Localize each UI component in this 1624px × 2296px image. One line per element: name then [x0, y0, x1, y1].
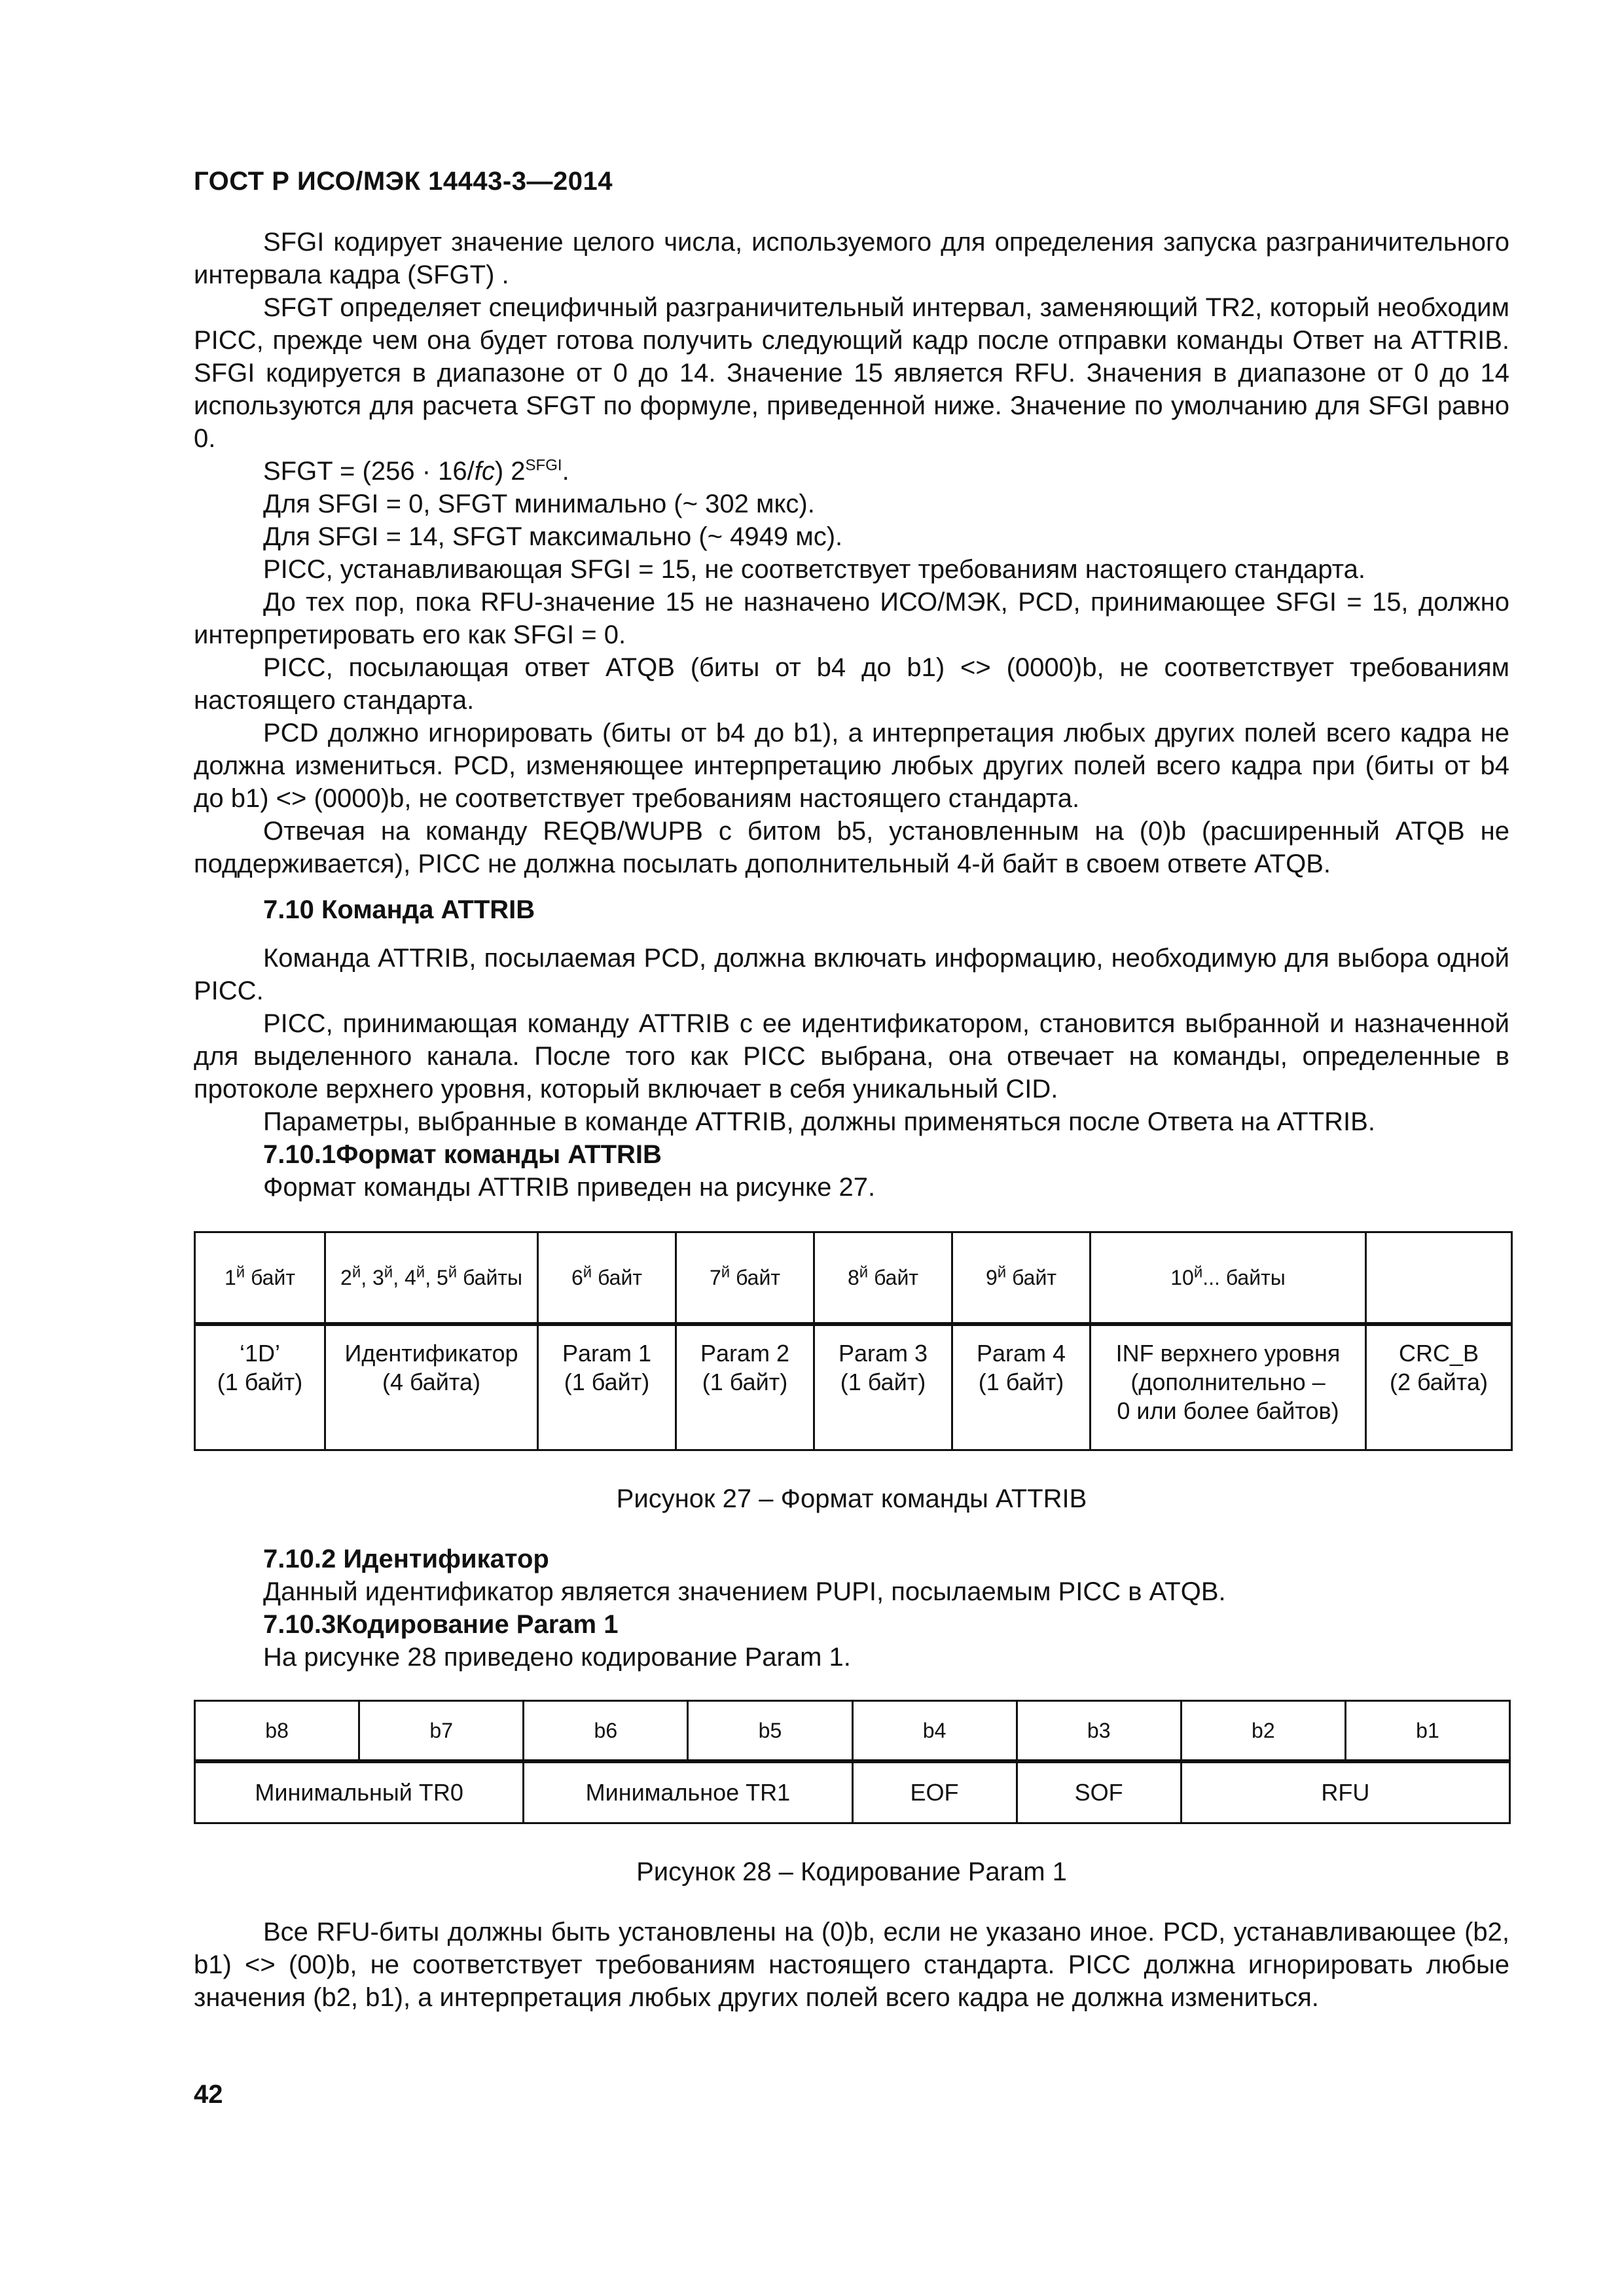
- section-heading-7-10-1: 7.10.1Формат команды ATTRIB: [263, 1140, 662, 1169]
- field-cell: Минимальное TR1: [524, 1761, 852, 1823]
- paragraph: PICC, принимающая команду ATTRIB с ее идентификатором, становится выбранной и назначенной для выделенного канала. После того как PICC выбрана, она отвечает на команды, определенные в протоколе верхнего уровня, который включает в себя уникальный CID.: [194, 1009, 1509, 1103]
- paragraph: Отвечая на команду REQB/WUPB с битом b5, установленным на (0)b (расширенный ATQB не поддерживается), PICC не должна посылать дополнительный 4-й байт в своем ответе ATQB.: [194, 817, 1509, 878]
- table-cell: $2^й$, $3^й$, $4^й$, $5^й$ байты: [325, 1232, 538, 1325]
- paragraph: Все RFU-биты должны быть установлены на (0)b, если не указано иное. PCD, устанавливающее (b2, b1) <> (00)b, не соответствует требованиям настоящего стандарта. PICC должна игнорировать любые значения (b2, b1), а интерпретация любых других полей всего кадра не должна измениться.: [194, 1918, 1509, 2012]
- figure-27-table: [194, 1231, 1513, 1451]
- paragraph: На рисунке 28 приведено кодирование Param 1.: [263, 1643, 851, 1672]
- table-cell: $8^й$ байт: [814, 1232, 952, 1325]
- section-heading-7-10-2: 7.10.2 Идентификатор: [263, 1545, 549, 1573]
- page-number: 42: [194, 2080, 223, 2109]
- field-cell: Минимальный TR0: [195, 1761, 524, 1823]
- paragraph: Для SFGI = 14, SFGT максимально (~ 4949 мс).: [263, 522, 843, 551]
- sfgt-formula: SFGT = (256 · 16/fc) $2^{SFGI}$.: [263, 456, 569, 486]
- table-cell: $6^й$ байт: [538, 1232, 676, 1325]
- standard-header: ГОСТ Р ИСО/МЭК 14443-3—2014: [194, 167, 613, 196]
- paragraph: Команда ATTRIB, посылаемая PCD, должна включать информацию, необходимую для выбора одной PICC.: [194, 944, 1509, 1005]
- table-cell: $9^й$ байт: [952, 1232, 1091, 1325]
- table-cell: $1^й$ байт: [195, 1232, 325, 1325]
- figure-28-caption: Рисунок 28 – Кодирование Param 1: [636, 1857, 1067, 1886]
- paragraph: SFGT определяет специфичный разграничительный интервал, заменяющий TR2, который необходим PICC, прежде чем она будет готова получить следующий кадр после отправки команды Ответ на ATTRIB. SFGI кодируется в диапазоне от 0 до 14. Значение 15 является RFU. Значения в диапазоне от 0 до 14 используются для расчета SFGT по формуле, приведенной ниже. Значение по умолчанию для SFGI равно 0.: [194, 293, 1509, 453]
- field-cell: SOF: [1017, 1761, 1181, 1823]
- bit-cell: b8: [195, 1701, 359, 1762]
- bit-cell: b3: [1017, 1701, 1181, 1762]
- paragraph: До тех пор, пока RFU-значение 15 не назначено ИСО/МЭК, PCD, принимающее SFGI = 15, должно интерпретировать его как SFGI = 0.: [194, 588, 1509, 649]
- bit-cell: b7: [359, 1701, 524, 1762]
- bit-header-row: [195, 1701, 1510, 1762]
- section-heading-7-10: 7.10 Команда ATTRIB: [263, 895, 535, 924]
- table-cell: $7^й$ байт: [676, 1232, 814, 1325]
- table-cell: Param 1 (1 байт): [538, 1324, 676, 1450]
- bit-cell: b6: [524, 1701, 688, 1762]
- figure-28-table: [194, 1700, 1511, 1824]
- table-data-row: [195, 1324, 1512, 1450]
- table-cell: Param 2 (1 байт): [676, 1324, 814, 1450]
- table-cell: Param 3 (1 байт): [814, 1324, 952, 1450]
- table-cell: ‘1D’ (1 байт): [195, 1324, 325, 1450]
- paragraph: PICC, устанавливающая SFGI = 15, не соответствует требованиям настоящего стандарта.: [263, 555, 1366, 584]
- table-cell: [1366, 1232, 1512, 1325]
- paragraph: PICC, посылающая ответ ATQB (биты от b4 до b1) <> (0000)b, не соответствует требованиям настоящего стандарта.: [194, 653, 1509, 715]
- field-row: [195, 1761, 1510, 1823]
- bit-cell: b5: [688, 1701, 852, 1762]
- table-cell: CRC_B (2 байта): [1366, 1324, 1512, 1450]
- paragraph: Формат команды ATTRIB приведен на рисунке 27.: [263, 1173, 876, 1202]
- paragraph: SFGI кодирует значение целого числа, используемого для определения запуска разграничительного интервала кадра (SFGT) .: [194, 228, 1509, 289]
- table-cell: $10^й$... байты: [1091, 1232, 1366, 1325]
- field-cell: RFU: [1181, 1761, 1509, 1823]
- paragraph: PCD должно игнорировать (биты от b4 до b1), а интерпретация любых других полей всего кадра не должна измениться. PCD, изменяющее интерпретацию любых других полей всего кадра при (биты от b4 до b1) <> (0000)b, не соответствует требованиям настоящего стандарта.: [194, 719, 1509, 813]
- bit-cell: b2: [1181, 1701, 1345, 1762]
- table-cell: INF верхнего уровня (дополнительно – 0 или более байтов): [1091, 1324, 1366, 1450]
- page-body: [194, 226, 1509, 2014]
- bit-cell: b1: [1345, 1701, 1509, 1762]
- table-cell: Param 4 (1 байт): [952, 1324, 1091, 1450]
- field-cell: EOF: [852, 1761, 1017, 1823]
- bit-cell: b4: [852, 1701, 1017, 1762]
- paragraph: Параметры, выбранные в команде ATTRIB, должны применяться после Ответа на ATTRIB.: [263, 1107, 1375, 1136]
- section-heading-7-10-3: 7.10.3Кодирование Param 1: [263, 1610, 619, 1639]
- table-cell: Идентификатор (4 байта): [325, 1324, 538, 1450]
- paragraph: Данный идентификатор является значением PUPI, посылаемым PICC в ATQB.: [263, 1577, 1226, 1606]
- figure-27-caption: Рисунок 27 – Формат команды ATTRIB: [616, 1484, 1087, 1513]
- paragraph: Для SFGI = 0, SFGT минимально (~ 302 мкс).: [263, 490, 815, 518]
- table-header-row: [195, 1232, 1512, 1325]
